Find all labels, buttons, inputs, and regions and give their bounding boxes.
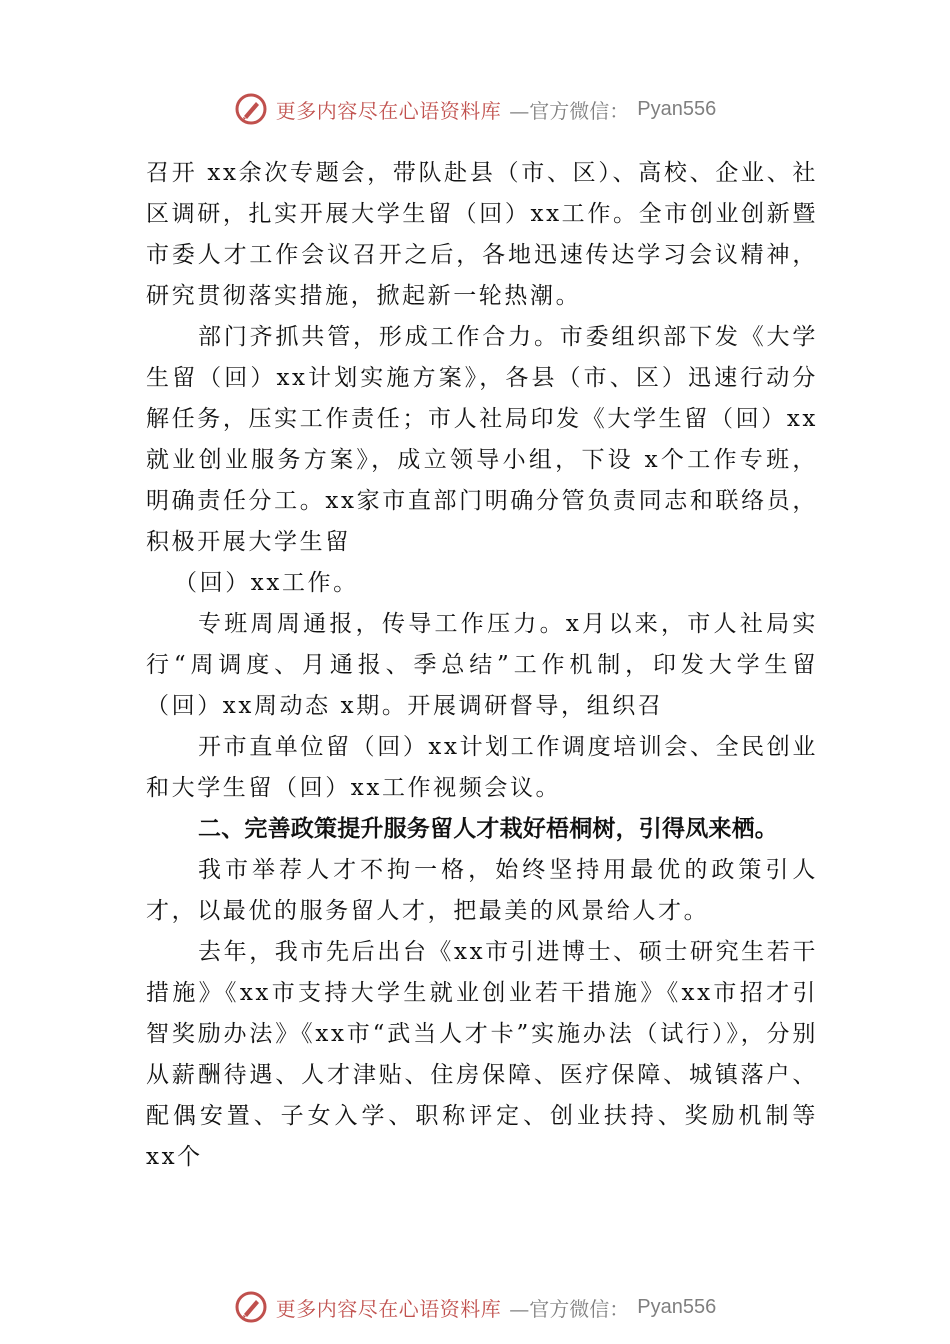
watermark-gray-text: —官方微信： <box>509 1296 630 1321</box>
watermark-red-text: 更多内容尽在心语资料库 <box>275 98 502 123</box>
pen-circle-logo-icon <box>234 92 268 126</box>
paragraph-3: （回）xx工作。 <box>174 570 359 596</box>
section-heading: 二、完善政策提升服务留人才栽好梧桐树，引得凤来栖。 <box>198 816 778 842</box>
watermark-gray-text: —官方微信： <box>509 98 630 123</box>
footer-watermark <box>0 1290 950 1324</box>
paragraph-5: 开市直单位留（回）xx计划工作调度培训会、全民创业和大学生留（回）xx工作视频会议。 <box>146 734 818 801</box>
watermark-wechat-id: Pyan556 <box>637 97 717 120</box>
watermark-wechat-id: Pyan556 <box>637 1295 717 1318</box>
document-body <box>146 153 818 1178</box>
watermark-red-text: 更多内容尽在心语资料库 <box>275 1296 502 1321</box>
paragraph-7: 去年，我市先后出台《xx市引进博士、硕士研究生若干措施》《xx市支持大学生就业创业若干措施》《xx市招才引智奖励办法》《xx市“武当人才卡”实施办法（试行）》，分别从薪酬待遇、人才津贴、住房保障、医疗保障、城镇落户、配偶安置、子女入学、职称评定、创业扶持、奖励机制等 xx个 <box>146 939 818 1170</box>
paragraph-4: 专班周周通报，传导工作压力。x月以来，市人社局实行“周调度、月通报、季总结”工作机制，印发大学生留（回）xx周动态 x期。开展调研督导，组织召 <box>146 611 818 719</box>
header-watermark <box>0 92 950 126</box>
paragraph-6: 我市举荐人才不拘一格，始终坚持用最优的政策引人才，以最优的服务留人才，把最美的风景给人才。 <box>146 857 818 924</box>
paragraph-2: 部门齐抓共管，形成工作合力。市委组织部下发《大学生留（回）xx计划实施方案》，各县（市、区）迅速行动分解任务，压实工作责任；市人社局印发《大学生留（回）xx就业创业服务方案》，成立领导小组，下设 x个工作专班，明确责任分工。xx家市直部门明确分管负责同志和联络员，积极开展大学生留 <box>146 324 818 555</box>
pen-circle-logo-icon <box>234 1290 268 1324</box>
paragraph-1: 召开 xx余次专题会，带队赴县（市、区）、高校、企业、社区调研，扎实开展大学生留（回）xx工作。全市创业创新暨市委人才工作会议召开之后，各地迅速传达学习会议精神，研究贯彻落实措施，掀起新一轮热潮。 <box>146 160 818 309</box>
